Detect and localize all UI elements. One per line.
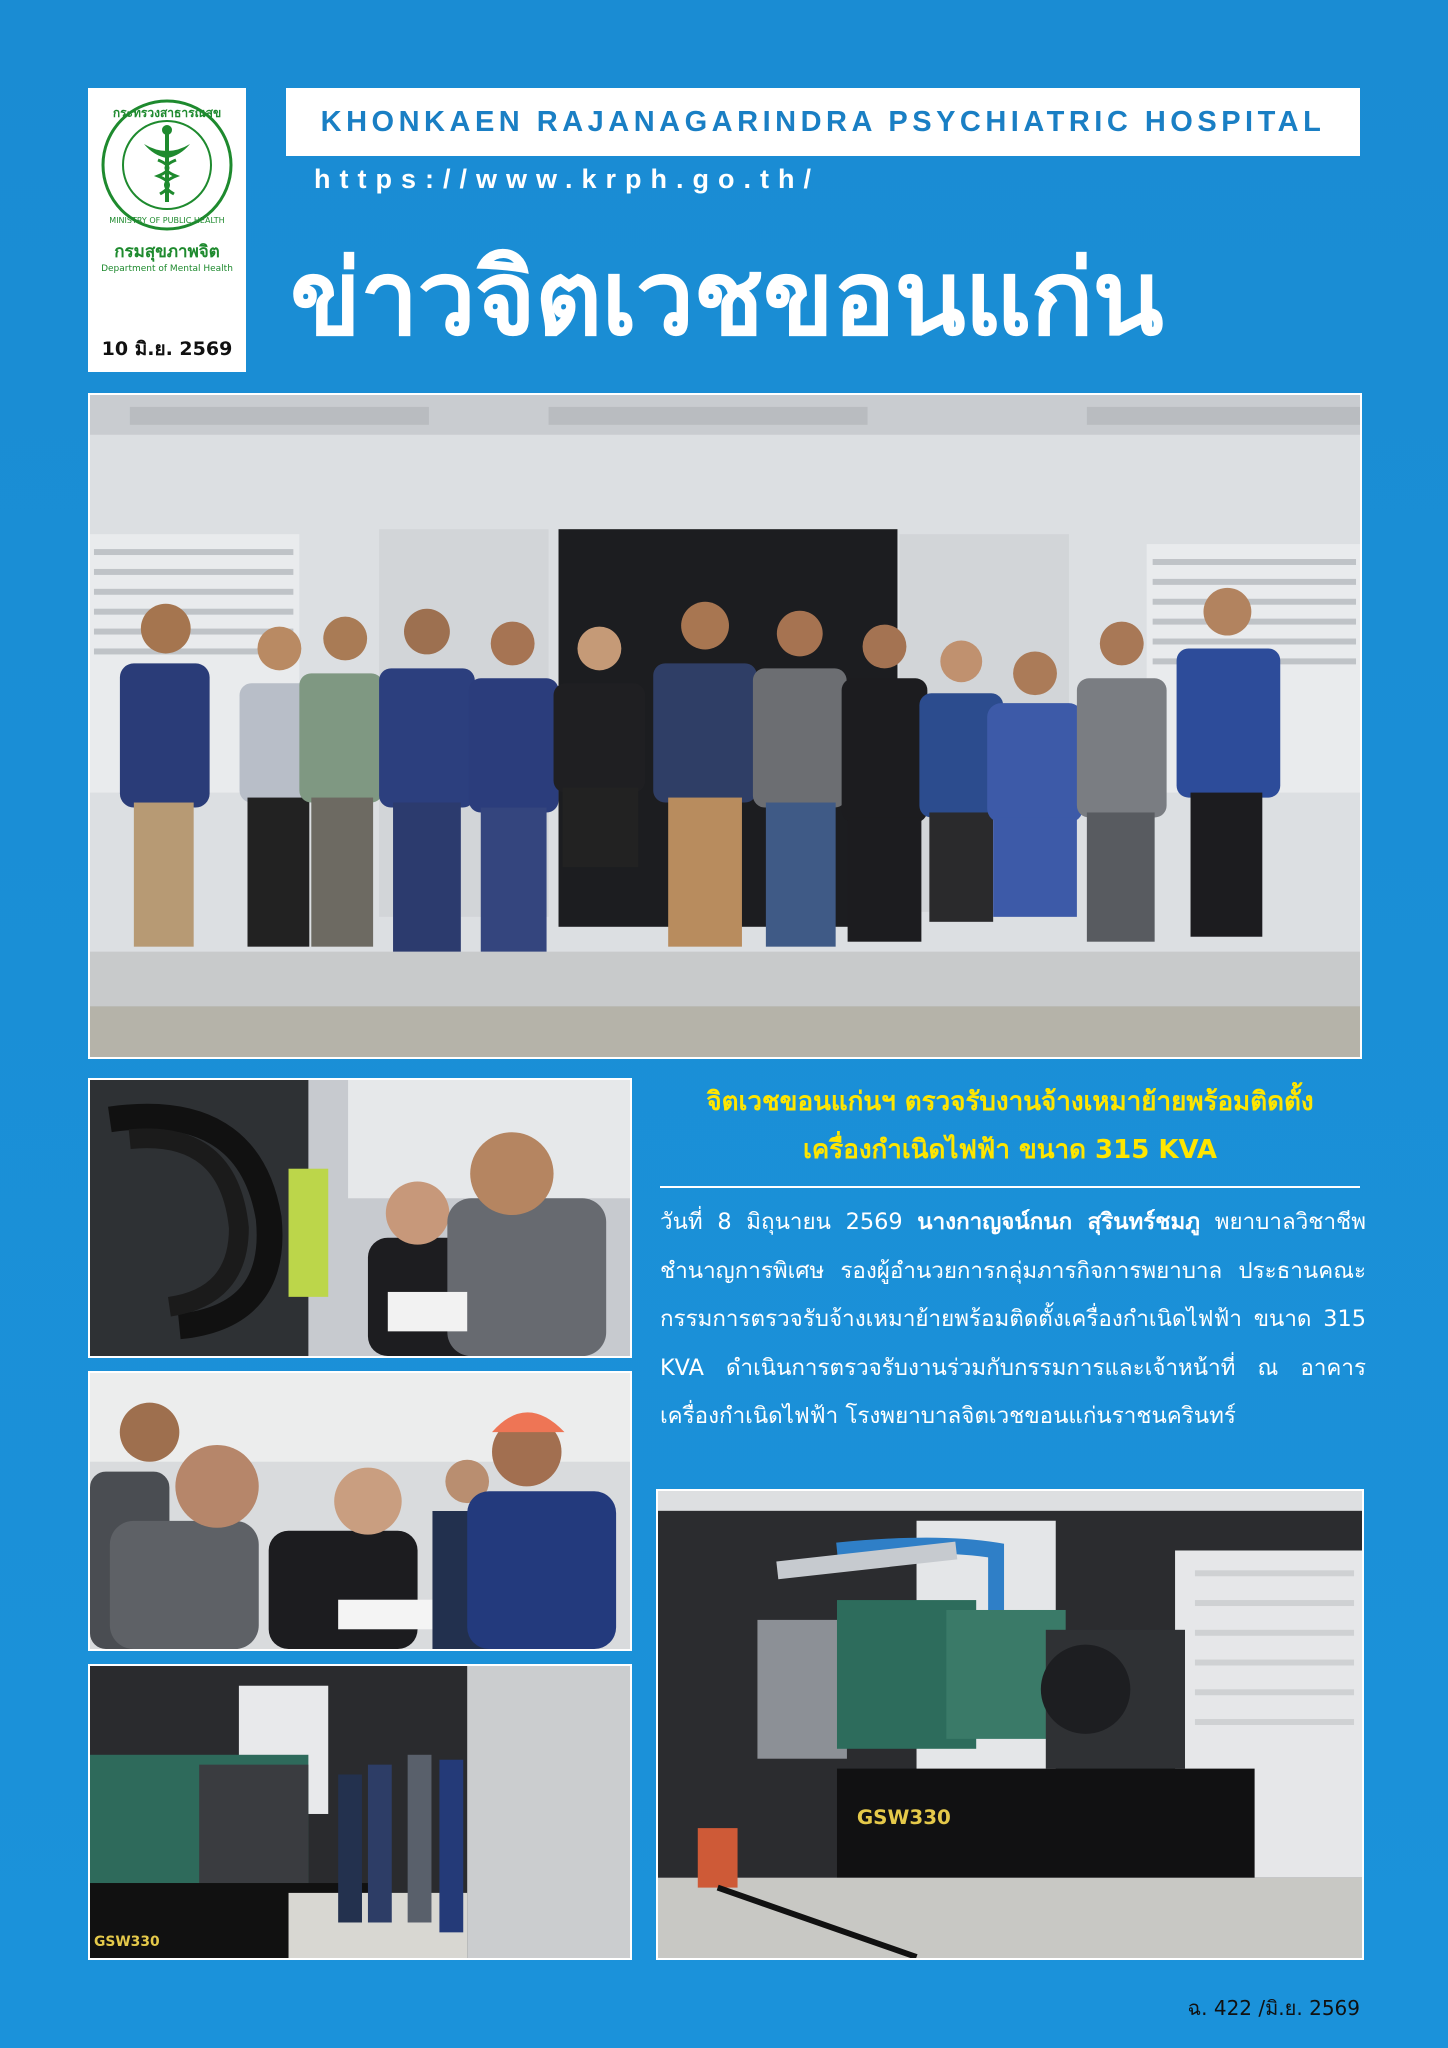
seal-bottom-text: MINISTRY OF PUBLIC HEALTH (109, 216, 225, 225)
masthead-title: ข่าวจิตเวชขอนแก่น (290, 237, 1163, 359)
headline-line-1: จิตเวชขอนแก่นฯ ตรวจรับงานจ้างเหมาย้ายพร้อมติดตั้ง (706, 1087, 1314, 1117)
body-person-name: นางกาญจน์กนก สุรินทร์ชมภู (917, 1209, 1201, 1235)
generator-room-photo (88, 1664, 632, 1960)
ministry-seal-logo (100, 98, 234, 232)
body-description: พยาบาลวิชาชีพชำนาญการพิเศษ รองผู้อำนวยการกลุ่มภารกิจการพยาบาล ประธานคณะกรรมการตรวจรับจ้างเหมาย้ายพร้อมติดตั้งเครื่องกำเนิดไฟฟ้า ขนาด 315 KVA ดำเนินการตรวจรับงานร่วมกับกรรมการและเจ้าหน้าที่ ณ อาคารเครื่องกำเนิดไฟฟ้า โรงพยาบาลจิตเวชขอนแก่นราชนครินทร์ (660, 1209, 1366, 1429)
article-headline (652, 1078, 1368, 1174)
logo-box (88, 88, 246, 372)
inspection-photo-1 (88, 1078, 632, 1358)
headline-line-2: เครื่องกำเนิดไฟฟ้า ขนาด 315 KVA (802, 1135, 1218, 1165)
generator-photo (656, 1489, 1364, 1960)
issue-number: ฉ. 422 /มิ.ย. 2569 (1187, 1996, 1360, 2020)
website-url[interactable]: https://www.krph.go.th/ (314, 164, 820, 194)
headline-divider (660, 1186, 1360, 1188)
article-body (660, 1198, 1366, 1441)
generator-label-large: GSW330 (856, 1806, 951, 1830)
group-photo (88, 393, 1362, 1059)
generator-label-small: GSW330 (93, 1934, 160, 1951)
inspection-photo-2 (88, 1371, 632, 1651)
hospital-name: KHONKAEN RAJANAGARINDRA PSYCHIATRIC HOSPITAL (320, 106, 1326, 138)
department-name-thai: กรมสุขภาพจิต (114, 242, 220, 262)
hospital-name-bar (286, 88, 1360, 156)
body-date: วันที่ 8 มิถุนายน 2569 (660, 1209, 918, 1235)
seal-top-text: กระทรวงสาธารณสุข (112, 106, 222, 120)
issue-date: 10 มิ.ย. 2569 (101, 338, 233, 360)
department-name-english: Department of Mental Health (101, 264, 233, 274)
